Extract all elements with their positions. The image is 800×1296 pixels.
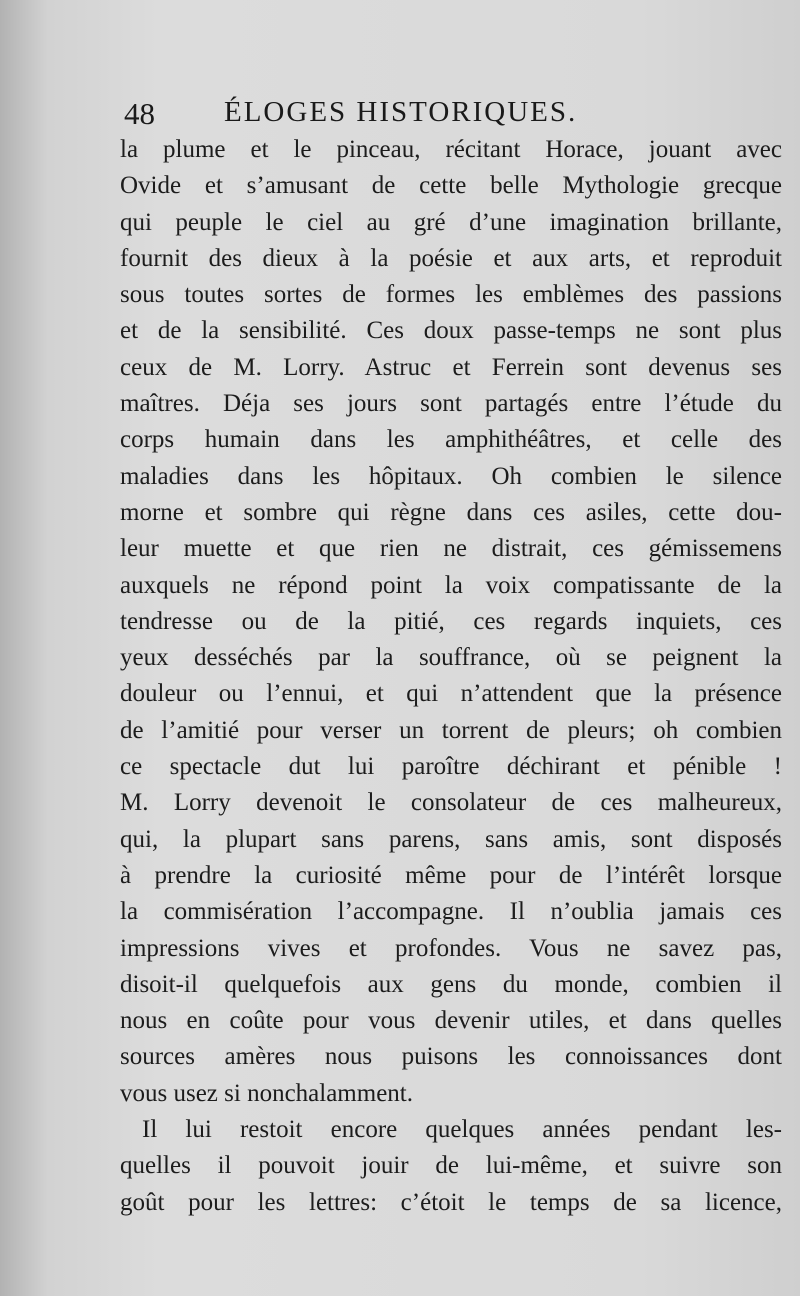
page-header	[124, 96, 664, 136]
running-title: ÉLOGES HISTORIQUES.	[224, 96, 578, 128]
text-line: sous toutes sortes de formes les emblèmes des passions	[120, 281, 782, 309]
text-line: qui, la plupart sans parens, sans amis, sont disposés	[120, 825, 782, 853]
text-line: fournit des dieux à la poésie et aux arts, et reproduit	[120, 244, 782, 272]
page-number: 48	[124, 96, 155, 131]
text-line: ceux de M. Lorry. Astruc et Ferrein sont devenus ses	[120, 353, 782, 381]
text-line: et de la sensibilité. Ces doux passe-temps ne sont plus	[120, 317, 782, 345]
text-line: disoit-il quelquefois aux gens du monde, combien il	[120, 970, 782, 998]
text-line: qui peuple le ciel au gré d’une imagination brillante,	[120, 208, 782, 236]
paragraph-end-line: vous usez si nonchalamment.	[120, 1079, 413, 1107]
text-line: maîtres. Déja ses jours sont partagés entre l’étude du	[120, 390, 782, 418]
text-line: douleur ou l’ennui, et qui n’attendent que la présence	[120, 680, 782, 708]
text-line: corps humain dans les amphithéâtres, et celle des	[120, 426, 782, 454]
text-line: auxquels ne répond point la voix compatissante de la	[120, 571, 782, 599]
text-line: impressions vives et profondes. Vous ne savez pas,	[120, 934, 782, 962]
text-line: à prendre la curiosité même pour de l’intérêt lorsque	[120, 861, 782, 889]
text-line: la commisération l’accompagne. Il n’oublia jamais ces	[120, 898, 782, 926]
text-line: Ovide et s’amusant de cette belle Mythologie grecque	[120, 172, 782, 200]
text-line: nous en coûte pour vous devenir utiles, et dans quelles	[120, 1007, 782, 1035]
text-line: de l’amitié pour verser un torrent de pleurs; oh combien	[120, 716, 782, 744]
text-line: M. Lorry devenoit le consolateur de ces malheureux,	[120, 789, 782, 817]
text-line: tendresse ou de la pitié, ces regards inquiets, ces	[120, 607, 782, 635]
text-line: leur muette et que rien ne distrait, ces gémissemens	[120, 535, 782, 563]
paragraph-start-line: Il lui restoit encore quelques années pendant les-	[142, 1116, 782, 1144]
text-line: morne et sombre qui règne dans ces asiles, cette dou-	[120, 498, 782, 526]
text-line: yeux desséchés par la souffrance, où se peignent la	[120, 644, 782, 672]
text-line: maladies dans les hôpitaux. Oh combien le silence	[120, 462, 782, 490]
text-line: goût pour les lettres: c’étoit le temps de sa licence,	[120, 1188, 782, 1216]
text-line: quelles il pouvoit jouir de lui-même, et suivre son	[120, 1152, 782, 1180]
text-line: sources amères nous puisons les connoissances dont	[120, 1043, 782, 1071]
text-line: ce spectacle dut lui paroître déchirant et pénible !	[120, 753, 782, 781]
body-text	[120, 132, 782, 1221]
text-line: la plume et le pinceau, récitant Horace, jouant avec	[120, 136, 782, 163]
